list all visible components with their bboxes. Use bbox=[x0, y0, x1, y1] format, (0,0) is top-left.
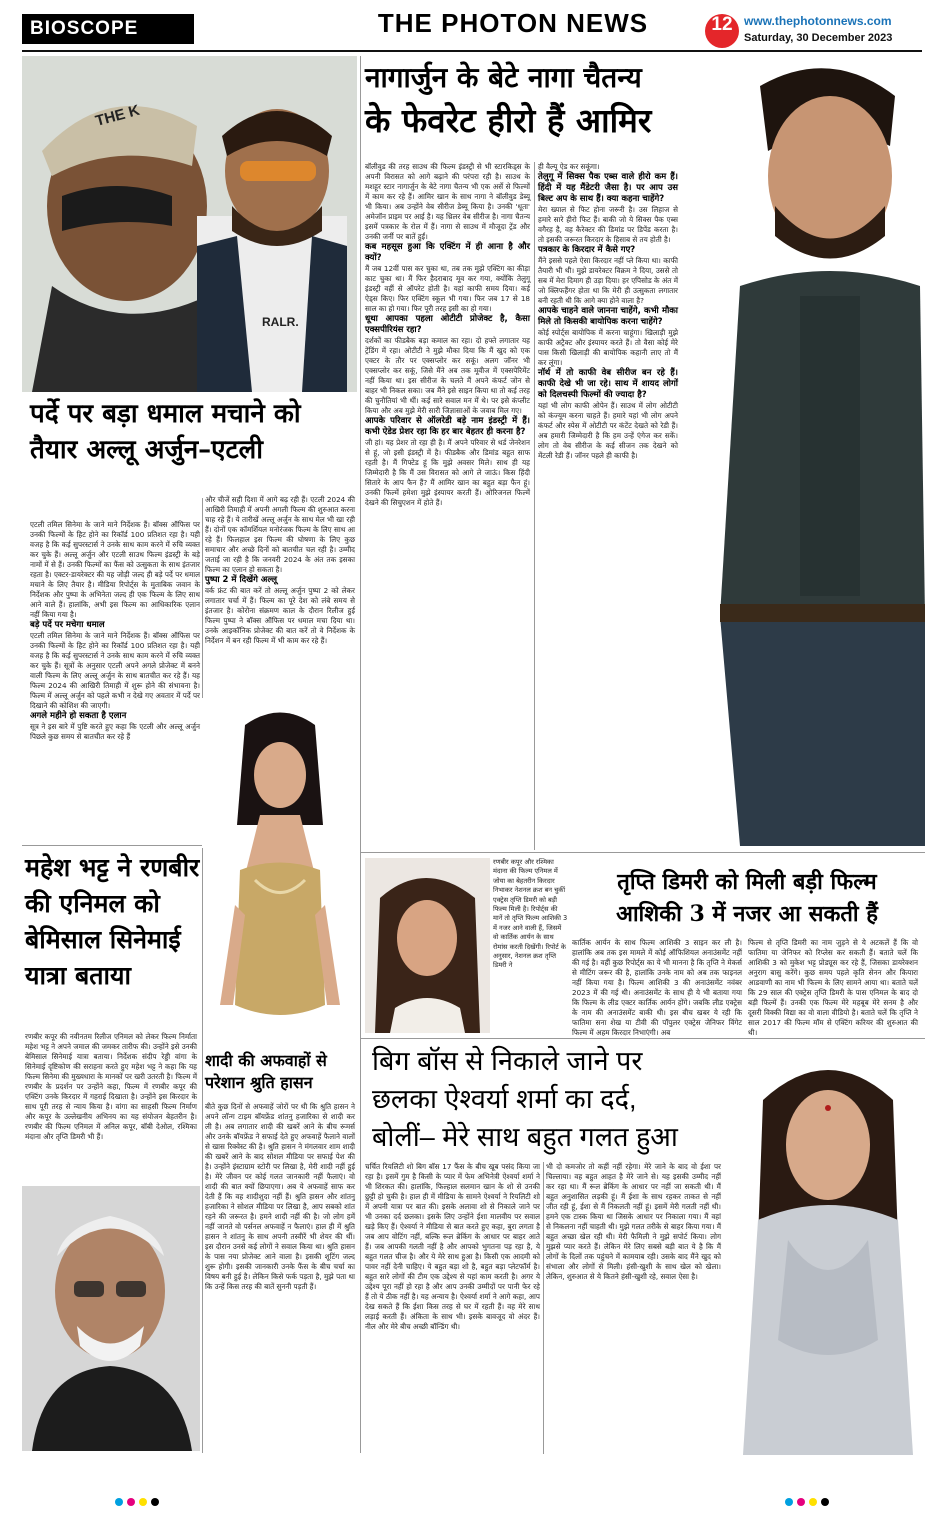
naga-cont: ही वैल्यू ऐड कर सकूंगा। bbox=[538, 162, 600, 171]
allu-atlee-photo bbox=[22, 56, 357, 392]
mahesh-body: रणबीर कपूर की नवीनतम रिलीज एनिमल को लेकर फिल्म निर्माता महेश भट्ट ने अपने जमाल की जमकर तारीफ की। उन्होंने इसे उनकी बेमिसाल सिनेमाई यात्रा बताया। निर्देशक संदीप रेड्डी वांगा के सिनेमाई दृष्टिकोण की सराहना करते हुए महेश भट्ट ने कहा कि यह फिल्म सिनेमा की मुख्यधारा के मानकों पर खरी उतरती है। फिल्म में रणबीर के प्रदर्शन पर उन्होंने कहा, फिल्म में रणबीर कपूर की एक्टिंग उनके किरदार में गहराई दिखाता है। उन्होंने इस किरदार के साथ पूरी तरह से न्याय किया है। वांगा का साहसी फिल्म निर्माण और कपूर के उल्लेखनीय अभिनय का यह संयोजन बेहतरीन है। रणबीर की फिल्म एनिमल में अनिल कपूर, बॉबी देओल, रश्मिका मंदाना और तृप्ति डिमरी भी हैं। bbox=[25, 1032, 197, 1141]
section-label: BIOSCOPE bbox=[22, 14, 194, 44]
divider-col1 bbox=[202, 848, 203, 1453]
allu-headline: पर्दे पर बड़ा धमाल मचाने को तैयार अल्लू अर्जुन–एटली bbox=[30, 399, 301, 465]
divider-naga-bottom bbox=[360, 852, 925, 853]
cap-print-text: THE K bbox=[93, 101, 142, 130]
shruti-headline: शादी की अफवाहों से परेशान श्रुति हासन bbox=[205, 1051, 327, 1092]
aishwarya-body-col1: चर्चित रियलिटी शो बिग बॉस 17 फैंस के बीच खूब पसंद किया जा रहा है। इसमें गुम है किसी के प्यार में फेम अभिनेत्री ऐश्वर्या शर्मा ने भी शिरकत की। हालांकि, फिल्हाल सलमान खान के शो से उनकी छुट्टी हो चुकी है। हाल ही में मीडिया के सामने ऐश्वर्या ने रियलिटी शो में अपनी यात्रा पर बात की। इसके अलावा शो से निकाले जाने पर भी उनका दर्द छलका। इसके लिए उन्होंने ईशा मालवीय पर सवाल खड़े किए हैं। ऐश्वर्या ने मीडिया से बात करते हुए कहा, बुरा लगता है जब आप वोटिंग नहीं, बल्कि रूल ब्रेकिंग के आधार पर बाहर आते हैं। जब आपकी गलती नहीं है और आपको भुगतना पड़ रहा है, ये बहुत गलत चीज है। और ये मेरे साथ हुआ है। किसी एक आदमी को पावर नहीं देनी चाहिए। ये बहुत बड़ा शो है, बहुत बड़ा प्लेटफॉर्म है। बहुत सारे लोगों की टीम एक उद्देश्य से यहां काम करती है। अगर ये उद्देश्य पूरा नहीं हो रहा है और आप उनकी उम्मीदों पर पानी फेर रहे हैं तो ये ठीक नहीं है। यह अन्याय है। ऐश्वर्या शर्मा ने आगे कहा, आप देख सकते हैं कि ईशा किस तरह से घर में रहती हैं। वह मेरे साथ लड़ाई करती हैं। अंकिता के साथ भी। इसके बावजूद वो अंदर हैं। नील और मेरे बीच अच्छी बॉन्डिंग थी। bbox=[365, 1162, 540, 1331]
header-rule bbox=[22, 50, 922, 52]
allu-body4: और चीजें सही दिशा में आगे बढ़ रही हैं। एटली 2024 की आखिरी तिमाही में अपनी अगली फिल्म की शुरुआत करना चाह रहे हैं। ये तारीखें अल्लू अर्जुन के साथ मेल भी खा रही हैं। दोनों एक कॉमर्शियल मनोरंजक फिल्म के लिए साथ आ रहे हैं। फिलहाल इस फिल्म की घोषणा के लिए कुछ समाचार और अच्छे दिनों को बातचीत चल रही है। उम्मीद जताई जा रही है कि जनवरी 2024 के अंत तक इसका फिल्म का एलान हो सकता है। bbox=[205, 495, 355, 574]
allu-body1: एटली तमिल सिनेमा के जाने माने निर्देशक हैं। बॉक्स ऑफिस पर उनकी फिल्मों के हिट होने का रिकॉर्ड 100 प्रतिशत रहा है। यही वजह है कि कई सुपरस्टार्स ने उनके साथ काम करने में रुचि व्यक्त कर चुके हैं। अल्लू अर्जुन और एटली साउथ फिल्म इंडस्ट्री के बड़े नामों में से हैं। उनकी फिल्मों का फैंस को उत्सुकता के साथ इंतजार रहता है। एक्टर-डायरेक्टर की यह जोड़ी जल्द ही बड़े पर्दे पर धमाल मचाने के लिए तैयार है। मीडिया रिपोर्ट्स के मुताबिक जवान के निर्देशक और पुष्पा के अभिनेता जल्द ही एक फिल्म के लिए साथ आने वाले हैं। हालांकि, अभी इस फिल्म का आधिकारिक एलान नहीं किया गया है। bbox=[30, 520, 200, 619]
tripti-dimri-photo bbox=[365, 858, 490, 1033]
naga-body-col2 bbox=[538, 162, 678, 850]
allu-body5: वर्क फ्रंट की बात करें तो अल्लू अर्जुन पुष्पा 2 को लेकर लगातार चर्चा में हैं। फिल्म का पूरे देश को लंबे समय से इंतजार है। कोरोना संक्रमण काल के दौरान रिलीज हुई फिल्म पुष्पा ने बॉक्स ऑफिस पर धमाल मचा दिया था। उनके आइकॉनिक प्रोजेक्ट की बात करें तो वे निर्देशक के निर्देशन में बन रही फिल्म में भी काम कर रहे हैं। bbox=[205, 586, 355, 645]
allu-body-col1 bbox=[30, 520, 200, 842]
tripti-headline-line1: तृप्ति डिमरी को मिली बड़ी फिल्म bbox=[617, 869, 877, 895]
allu-body3: सूत्र ने इस बारे में पुष्टि करते हुए कहा कि एटली और अल्लू अर्जुन पिछले कुछ समय से बातचीत कर रहे हैं bbox=[30, 722, 200, 741]
naga-a7: यहां भी लोग काफी ओपेन हैं। साउथ में लोग ओटीटी को कंज्यूम करना चाहते हैं। हमारे यहां भी लोग अपने कंफर्ट और स्पेस में ओटीटी पर कंटेंट देखते को रेडी हैं। अब हमारी जिम्मेदारी है कि हम उन्हें एंगेज कर सकें। लोग तो वेब सीरीज के कई सीजन तक देखने को मेंटली रेडी हैं। जॉनर पहले ही काफी है। bbox=[538, 401, 678, 460]
allu-subhead3: पुष्पा 2 में दिखेंगे अल्लू bbox=[205, 575, 277, 585]
tripti-body-col1: कार्तिक आर्यन के साथ फिल्म आशिकी 3 साइन कर ली है। हालांकि अब तक इस मामले में कोई ऑफिशियल अनाउंसमेंट नहीं की गई है। वहीं कुछ रिपोर्ट्स का ये भी मानना है कि तृप्ति ने मेकर्स से मीटिंग जरूर की है, हालांकि उनके नाम को अब तक फाइनल नहीं किया गया है। फिल्म आशिकी 3 की अनाउंसमेंट नवंबर 2023 में की गई थी। अनाउंसमेंट के साथ ही ये भी बताया गया कि फिल्म के लीड एक्टर कार्तिक आर्यन होंगे। जबकि लीड एक्ट्रेस के नाम की अनाउंसमेंट बाकी थी। इस बीच खबर ये रही कि फातिमा सना शेख या टीवी की पॉपुलर एक्ट्रेस जेनिफर विंगेट फिल्म में अहम किरदार निभाएंगी। अब bbox=[572, 938, 742, 1037]
divider-tripti-bottom bbox=[360, 1038, 925, 1039]
masthead: THE PHOTON NEWS bbox=[377, 8, 649, 38]
naga-q4: तेलुगू में सिक्स पैक एब्स वाले हीरो कम हैं। हिंदी में यह मैंडेटरी जैसा है। पर आप उस बिल्ट अप के साथ हैं। क्या कहना चाहेंगे? bbox=[538, 172, 678, 204]
reg-dot bbox=[809, 1498, 817, 1506]
reg-dot bbox=[797, 1498, 805, 1506]
page-number-badge: 12 bbox=[705, 14, 739, 48]
aishwarya-sharma-photo bbox=[728, 1040, 925, 1455]
reg-dot bbox=[821, 1498, 829, 1506]
shruti-body: बीते कुछ दिनों से अफवाहें जोरों पर थी कि श्रुति हासन ने अपने लॉन्ग टाइम बॉयफ्रेंड शांतनु हजारिका से शादी कर ली है। अब लगातार शादी की खबरें आने के बीच रूमर्स और उनके बॉयफ्रेंड ने सफाई देते हुए अफवाहें फैलाने वालों से खास रिक्वेस्ट की है। श्रुति हासन ने मंगलवार शाम शादी की खबरें आने के बाद सोशल मीडिया पर सफाई पेश की है। उन्होंने इंस्टाग्राम स्टोरी पर लिखा है, मेरी शादी नहीं हुई है। मेरे जीवन पर कोई गलत जानकारी नहीं फैलाएं। वो शादी की बात क्यों छिपाएगा। अब ये अफवाहें साफ कर देती हैं कि वह शादीशुदा नहीं हैं। श्रुति हासन और शांतनु हजारिका ने सोशल मीडिया पर लिखा है, आप सबको शांत रहने की जरूरत है। हमने शादी नहीं की है। जो लोग हमें नहीं जानते वो पर्सनल अफवाहें न फैलाएं। हाल ही में श्रुति हासन ने शांतनु के साथ अपनी तस्वीरें भी शेयर की थीं। इस दौरान उनसे कई लोगों ने सवाल किया था। श्रुति हासन के पास नया प्रोजेक्ट आने वाला है। इसकी शूटिंग जल्द शुरू होगी। इसकी जानकारी उनके फैंस के बीच चर्चा का विषय बनी हुई है। लेकिन किसे फर्क पड़ता है, मुझे पता था कि उन्हें किस तरह की बातें सुननी पड़ती हैं। bbox=[205, 1102, 355, 1291]
naga-q2: धूथा आपका पहला ओटीटी प्रोजेक्ट है, कैसा एक्सपीरियंस रहा? bbox=[365, 314, 530, 335]
shruti-haasan-photo bbox=[205, 705, 355, 1045]
naga-q6: आपके चाहने वाले जानना चाहेंगे, कभी मौका मिले तो किसकी बायोपिक करना चाहेंगे? bbox=[538, 306, 678, 327]
naga-intro: बॉलीवुड की तरह साउथ की फिल्म इंडस्ट्री से भी स्टारकिड्स के अपनी विरासत को आगे बढ़ाने की परंपरा रही है। साउथ के मशहूर स्टार नागार्जुन के बेटे नागा चैतन्य भी एक अर्से से फिल्मों में काम कर रहे हैं। आमिर खान के साथ नागा ने बॉलीवुड डेब्यू भी किया। अब उन्होंने वेब सीरीज डेब्यू किया है। उनकी 'धूता' अमेजॉन प्राइम पर आई है। यह थ्रिलर वेब सीरीज है। नागा चैतन्य इसमें पत्रकार के रोल में हैं। नागा से साउथ में मौजूदा ट्रेंड और उनकी जर्नी पर बातें हुईं। bbox=[365, 162, 530, 241]
naga-q1: कब महसूस हुआ कि एक्टिंग में ही आना है और क्यों? bbox=[365, 242, 530, 263]
naga-a5: मैंने इससे पहले ऐसा किरदार नहीं प्ले किया था। काफी तैयारी भी थी। मुझे डायरेक्टर विक्रम ने दिया, उससे तो सब में मेरा दिमाग ही उड़ा दिया। हर एपिसोड के अंत में जो क्लिफहैंगर होता था कि मेरी ही उत्सुकता लगातार बनी रहती थी कि आगे क्या होने वाला है? bbox=[538, 256, 678, 305]
reg-dot bbox=[127, 1498, 135, 1506]
reg-dot bbox=[151, 1498, 159, 1506]
divider-allu bbox=[202, 498, 203, 698]
divider-naga-mid bbox=[534, 162, 535, 850]
mahesh-headline: महेश भट्ट ने रणबीर की एनिमल को बेमिसाल सिनेमाई यात्रा बताया bbox=[25, 853, 200, 990]
naga-q3: आपके परिवार से ऑलरेडी बड़े नाम इंडस्ट्री में हैं। कभी ऐडेड प्रेशर रहा कि हर बार बेहतर ही करना है? bbox=[365, 416, 530, 437]
divider-aishwarya-mid bbox=[543, 1162, 544, 1454]
naga-a6: कोई स्पोर्ट्स बायोपिक में करना चाहूंगा। खिलाड़ी मुझे काफी अट्रैक्ट और इंस्पायर करते हैं। तो वैसा कोई मेरे पास किसी खिलाड़ी की बायोपिक कहानी लाए तो मैं कर लूंगा। bbox=[538, 328, 678, 367]
reg-dot bbox=[139, 1498, 147, 1506]
aishwarya-headline bbox=[372, 1042, 772, 1156]
issue-date: Saturday, 30 December 2023 bbox=[744, 32, 893, 44]
divider-naga-left bbox=[360, 56, 361, 1453]
naga-a1: मैं जब 12वीं पास कर चुका था, तब तक मुझे एक्टिंग का कीड़ा काट चुका था। मैं फिर हैदराबाद मूव कर गया, क्योंकि तेलुगू इंडस्ट्री वहीं से ऑपरेट होती है। यहां काफी समय दिया। कई ऐड्स किए। फिर एक्टिंग स्कूल भी गया। फिर जब 17 से 18 साल का हो गया। फिर पूरी तरह इसी का हो गया। bbox=[365, 264, 530, 313]
naga-a2: दर्शकों का फीडबैक बड़ा कमाल का रहा। दो हफ्ते लगातार यह ट्रेंडिंग में रहा। ओटीटी ने मुझे मौका दिया कि मैं खुद को एक एक्टर के तौर पर एक्सप्लोर कर सकूं। अलग जॉनर भी एक्सप्लोर कर सकूं, जिसे मैंने अब तक मूवीज में एक्सपेरिमेंट नहीं किया था। इस सीरीज के चलते मैं अपने कंफर्ट जोन से बाहर भी निकल सका। जब मैंने इसे साइन किया था तो कई तरह की चुनौतियां भी थीं। कई सारे सवाल मन में थे। पर इसे कंप्लीट किया और अब मुझे मेरी सारी जिज्ञासाओं के जवाब मिल गए। bbox=[365, 336, 530, 415]
naga-chaitanya-photo bbox=[680, 56, 925, 846]
allu-body-col2 bbox=[205, 495, 355, 700]
allu-body2: एटली तमिल सिनेमा के जाने माने निर्देशक हैं। बॉक्स ऑफिस पर उनकी फिल्मों के हिट होने का रिकॉर्ड 100 प्रतिशत रहा है। यही वजह है कि कई सुपरस्टार्स ने उनके साथ काम करने में रुचि व्यक्त कर चुके हैं। सूत्रों के अनुसार एटली अपने अगले प्रोजेक्ट में बनने वाली फिल्म के लिए अल्लू अर्जुन के साथ बातचीत कर रहे हैं। यह फिल्म 2024 की आखिरी तिमाही में शुरू होने की संभावना है। फिल्म में अल्लू अर्जुन को पहले कभी न देखे गए अवतार में पर्दे पर दिखाने की कोशिश की जाएगी। bbox=[30, 631, 200, 710]
tshirt-print-text: RALR. bbox=[262, 315, 299, 329]
divider-allu-bottom bbox=[22, 845, 202, 846]
website-link[interactable]: www.thephotonnews.com bbox=[744, 14, 892, 28]
naga-q5: पत्रकार के किरदार में कैसे गए? bbox=[538, 245, 636, 255]
tripti-caption: रणबीर कपूर और रश्मिका मंदाना की फिल्म एनिमल में जोया का बेहतरीन किरदार निभाकर नेशनल क्रश बन चुकीं एक्ट्रेस तृप्ति डिमरी को बड़ी फिल्म मिली है। रिपोर्ट्स की मानें तो तृप्ति फिल्म आशिकी 3 में नजर आने वाली हैं, जिसमें वो कार्तिक आर्यन के साथ रोमांस करती दिखेंगी। रिपोर्ट के अनुसार, नेशनल क्रश तृप्ति डिमरी ने bbox=[493, 858, 568, 970]
naga-a4: मेरा ख्याल से फिट होना जरूरी है। उस लिहाज से हमारे सारे हीरो फिट हैं। बाकी जो ये सिक्स पैक एब्स वगैरह है, वह कैरेक्टर की डिमांड पर डिपेंड करता है। तो इसकी जरूरत किरदार के हिसाब से तय होती है। bbox=[538, 205, 678, 244]
naga-body-col1 bbox=[365, 162, 530, 850]
allu-subhead2: अगले महीने हो सकता है एलान bbox=[30, 711, 127, 721]
naga-a3: जी हां। यह प्रेशर तो रहा ही है। मैं अपने परिवार से थर्ड जेनरेशन से हूं, जो इसी इंडस्ट्री में है। फीडबैक और डिमांड बहुत साफ रहती है। मैं गिफ्टेड हूं कि मुझे अवसर मिले। साथ ही यह जिम्मेदारी है कि मैं उस विरासत को आगे ले जाऊं। किस हिंदी सितारे के आप फैन हैं? मैं आमिर खान का बहुत बड़ा फैन हूं। उनकी फिल्में हमेशा मुझे इंस्पायर करती हैं। ओरिजनल फिल्में देखने की सिचुएशन में होते हैं। bbox=[365, 438, 530, 507]
naga-headline-line2: के फेवरेट हीरो हैं आमिर bbox=[365, 101, 652, 140]
reg-dot bbox=[785, 1498, 793, 1506]
tripti-headline-line2: आशिकी 3 में नजर आ सकती हैं bbox=[616, 901, 878, 927]
naga-q7: नॉर्थ में तो काफी वेब सीरीज बन रहे हैं। काफी देखे भी जा रहे। साथ में शायद लोगों को दिलचस्पी फिल्मों की ज्यादा है? bbox=[538, 368, 678, 400]
tripti-body-col2: फिल्म से तृप्ति डिमरी का नाम जुड़ने से ये अटकलें हैं कि वो फातिमा या जेनिफर को रिप्लेस कर सकती हैं। बताते चलें कि आशिकी 3 को मुकेश भट्ट प्रोड्यूस कर रहे हैं, जिसका डायरेक्शन अनुराग बासु करेंगे। कुछ समय पहले कृति सेनन और कियारा आडवाणी का नाम भी फिल्म के लिए सामने आया था। बताते चलें कि 29 साल की एक्ट्रेस तृप्ति डिमरी के पास एनिमल के बाद दो बड़ी फिल्में हैं। उनकी एक फिल्म मेरे महबूब मेरे सनम है और दूसरी विक्की विद्या का वो वाला वीडियो है। बताते चलें कि तृप्ति ने साल 2017 की फिल्म मॉम से एक्टिंग करियर की शुरुआत की थी। bbox=[748, 938, 918, 1037]
aishwarya-headline-line3: बोलीं– मेरे साथ बहुत गलत हुआ bbox=[372, 1122, 678, 1152]
reg-dot bbox=[115, 1498, 123, 1506]
naga-headline-line1: नागार्जुन के बेटे नागा चैतन्य bbox=[365, 61, 642, 94]
aishwarya-headline-line1: बिग बॉस से निकाले जाने पर bbox=[372, 1046, 643, 1076]
aishwarya-headline-line2: छलका ऐश्वर्या शर्मा का दर्द, bbox=[372, 1084, 637, 1114]
aishwarya-body-col2: भी दो कमजोर तो कहीं नहीं रहेगा। मेरे जाने के बाद वो ईशा पर चिल्लाया। वह बहुत आहत है मेरे जाने से। यह इसकी उम्मीद नहीं कर रहा था। मैं रूल ब्रेकिंग के आधार पर नहीं जा सकती थी। मैं बहुत अनुशासित लड़की हूं। मैं ईशा के साथ रहकर ताकत से नहीं जीत रही हूं, ईशा से मैं निकलती नहीं हूं। इसमें मेरी गलती नहीं थी। हमने एक टास्क किया था जिसके आधार पर निकाला गया। मैं वहां से निकलना नहीं चाहती थी। मुझे गलत तरीके से बाहर किया गया। मैं बहुत अच्छा खेल रही थी। मेरी फैमिली ने मुझे सपोर्ट किया। लोग मुझसे प्यार करते हैं। लेकिन मेरे लिए सबसे बड़ी बात ये है कि मैं लोगों के दिलों तक पहुंचने में कामयाब रही। उसके बाद मैंने खुद को संभाला और लोगों से मिली। हंसी-खुशी के साथ खेल को खेला। लेकिन, शुरुआत से ये कितने हंसी-खुशी रहे, सवाल ऐसा है। bbox=[546, 1162, 721, 1281]
allu-subhead1: बड़े पर्दे पर मचेगा धमाल bbox=[30, 620, 105, 630]
tripti-headline bbox=[572, 866, 922, 930]
mahesh-bhatt-photo bbox=[22, 1186, 200, 1451]
